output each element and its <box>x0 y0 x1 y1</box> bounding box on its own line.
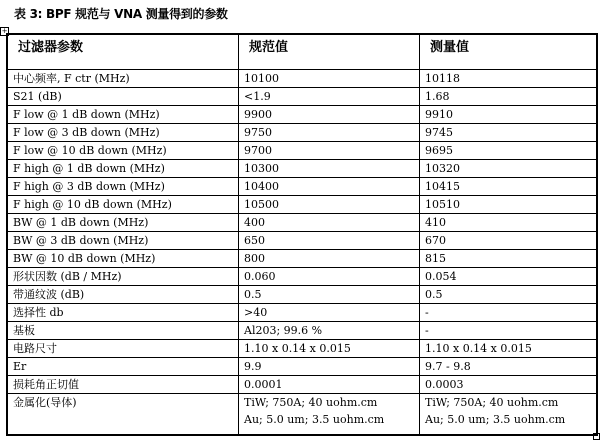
cell-spec: 9900 <box>239 106 420 124</box>
table-row <box>7 340 597 358</box>
cell-measured: 10320 <box>420 160 598 178</box>
cell-spec: >40 <box>239 304 420 322</box>
cell-param: 损耗角正切值 <box>7 376 239 394</box>
cell-measured: - <box>420 322 598 340</box>
cell-param: 形状因数 (dB / MHz) <box>7 268 239 286</box>
cell-spec: 0.060 <box>239 268 420 286</box>
cell-line: TiW; 750A; 40 uohm.cm <box>425 396 559 409</box>
cell-spec: 0.0001 <box>239 376 420 394</box>
cell-line: Au; 5.0 um; 3.5 uohm.cm <box>244 413 385 426</box>
table-row <box>7 88 597 106</box>
cell-param: BW @ 10 dB down (MHz) <box>7 250 239 268</box>
table-header-row <box>7 34 597 70</box>
bpf-parameter-table <box>6 33 598 436</box>
header-parameter: 过滤器参数 <box>7 34 239 70</box>
cell-measured: 815 <box>420 250 598 268</box>
cell-spec: 400 <box>239 214 420 232</box>
cell-param: F high @ 10 dB down (MHz) <box>7 196 239 214</box>
cell-spec: 1.10 x 0.14 x 0.015 <box>239 340 420 358</box>
table-row <box>7 142 597 160</box>
cell-spec: 800 <box>239 250 420 268</box>
cell-measured: 410 <box>420 214 598 232</box>
table-row <box>7 394 597 436</box>
cell-measured: 9695 <box>420 142 598 160</box>
cell-measured: 9.7 - 9.8 <box>420 358 598 376</box>
cell-param: 带通纹波 (dB) <box>7 286 239 304</box>
cell-measured: 0.5 <box>420 286 598 304</box>
cell-measured: 0.054 <box>420 268 598 286</box>
cell-spec <box>239 394 420 436</box>
cell-spec: 10300 <box>239 160 420 178</box>
cell-param: BW @ 3 dB down (MHz) <box>7 232 239 250</box>
cell-spec: <1.9 <box>239 88 420 106</box>
table-row <box>7 286 597 304</box>
cell-measured: 1.68 <box>420 88 598 106</box>
cell-spec: 10400 <box>239 178 420 196</box>
table-row <box>7 214 597 232</box>
cell-param: F high @ 3 dB down (MHz) <box>7 178 239 196</box>
table-row <box>7 178 597 196</box>
cell-spec: 9.9 <box>239 358 420 376</box>
cell-param: F low @ 1 dB down (MHz) <box>7 106 239 124</box>
cell-spec: 10500 <box>239 196 420 214</box>
cell-measured: 10118 <box>420 70 598 88</box>
table-row <box>7 232 597 250</box>
cell-param: 电路尺寸 <box>7 340 239 358</box>
table-row <box>7 250 597 268</box>
cell-line: TiW; 750A; 40 uohm.cm <box>244 396 378 409</box>
cell-param: 选择性 db <box>7 304 239 322</box>
cell-spec: 9750 <box>239 124 420 142</box>
cell-measured: 10510 <box>420 196 598 214</box>
cell-measured: 1.10 x 0.14 x 0.015 <box>420 340 598 358</box>
header-spec: 规范值 <box>239 34 420 70</box>
table-row <box>7 304 597 322</box>
cell-spec: 0.5 <box>239 286 420 304</box>
cell-measured: 0.0003 <box>420 376 598 394</box>
table-row <box>7 106 597 124</box>
table-row <box>7 376 597 394</box>
cell-param: F low @ 3 dB down (MHz) <box>7 124 239 142</box>
cell-param: F high @ 1 dB down (MHz) <box>7 160 239 178</box>
cell-param: 金属化(导体) <box>7 394 239 436</box>
table-row <box>7 358 597 376</box>
cell-spec: 9700 <box>239 142 420 160</box>
table-row <box>7 124 597 142</box>
cell-spec: 10100 <box>239 70 420 88</box>
cell-param: S21 (dB) <box>7 88 239 106</box>
cell-spec: 650 <box>239 232 420 250</box>
cell-spec: Al203; 99.6 % <box>239 322 420 340</box>
table-caption: 表 3: BPF 规范与 VNA 测量得到的参数 <box>14 7 228 21</box>
cell-measured: 670 <box>420 232 598 250</box>
cell-line: Au; 5.0 um; 3.5 uohm.cm <box>425 413 566 426</box>
header-measured: 测量值 <box>420 34 598 70</box>
table-row <box>7 322 597 340</box>
table-move-handle-icon[interactable]: + <box>1 27 8 35</box>
table-resize-handle[interactable] <box>593 433 600 440</box>
cell-param: 基板 <box>7 322 239 340</box>
cell-measured <box>420 394 598 436</box>
table-row <box>7 70 597 88</box>
table-row <box>7 160 597 178</box>
cell-measured: 10415 <box>420 178 598 196</box>
cell-measured: 9910 <box>420 106 598 124</box>
cell-measured: 9745 <box>420 124 598 142</box>
cell-param: Er <box>7 358 239 376</box>
table-row <box>7 196 597 214</box>
cell-param: F low @ 10 dB down (MHz) <box>7 142 239 160</box>
cell-measured: - <box>420 304 598 322</box>
table-row <box>7 268 597 286</box>
cell-param: BW @ 1 dB down (MHz) <box>7 214 239 232</box>
cell-param: 中心频率, F ctr (MHz) <box>7 70 239 88</box>
